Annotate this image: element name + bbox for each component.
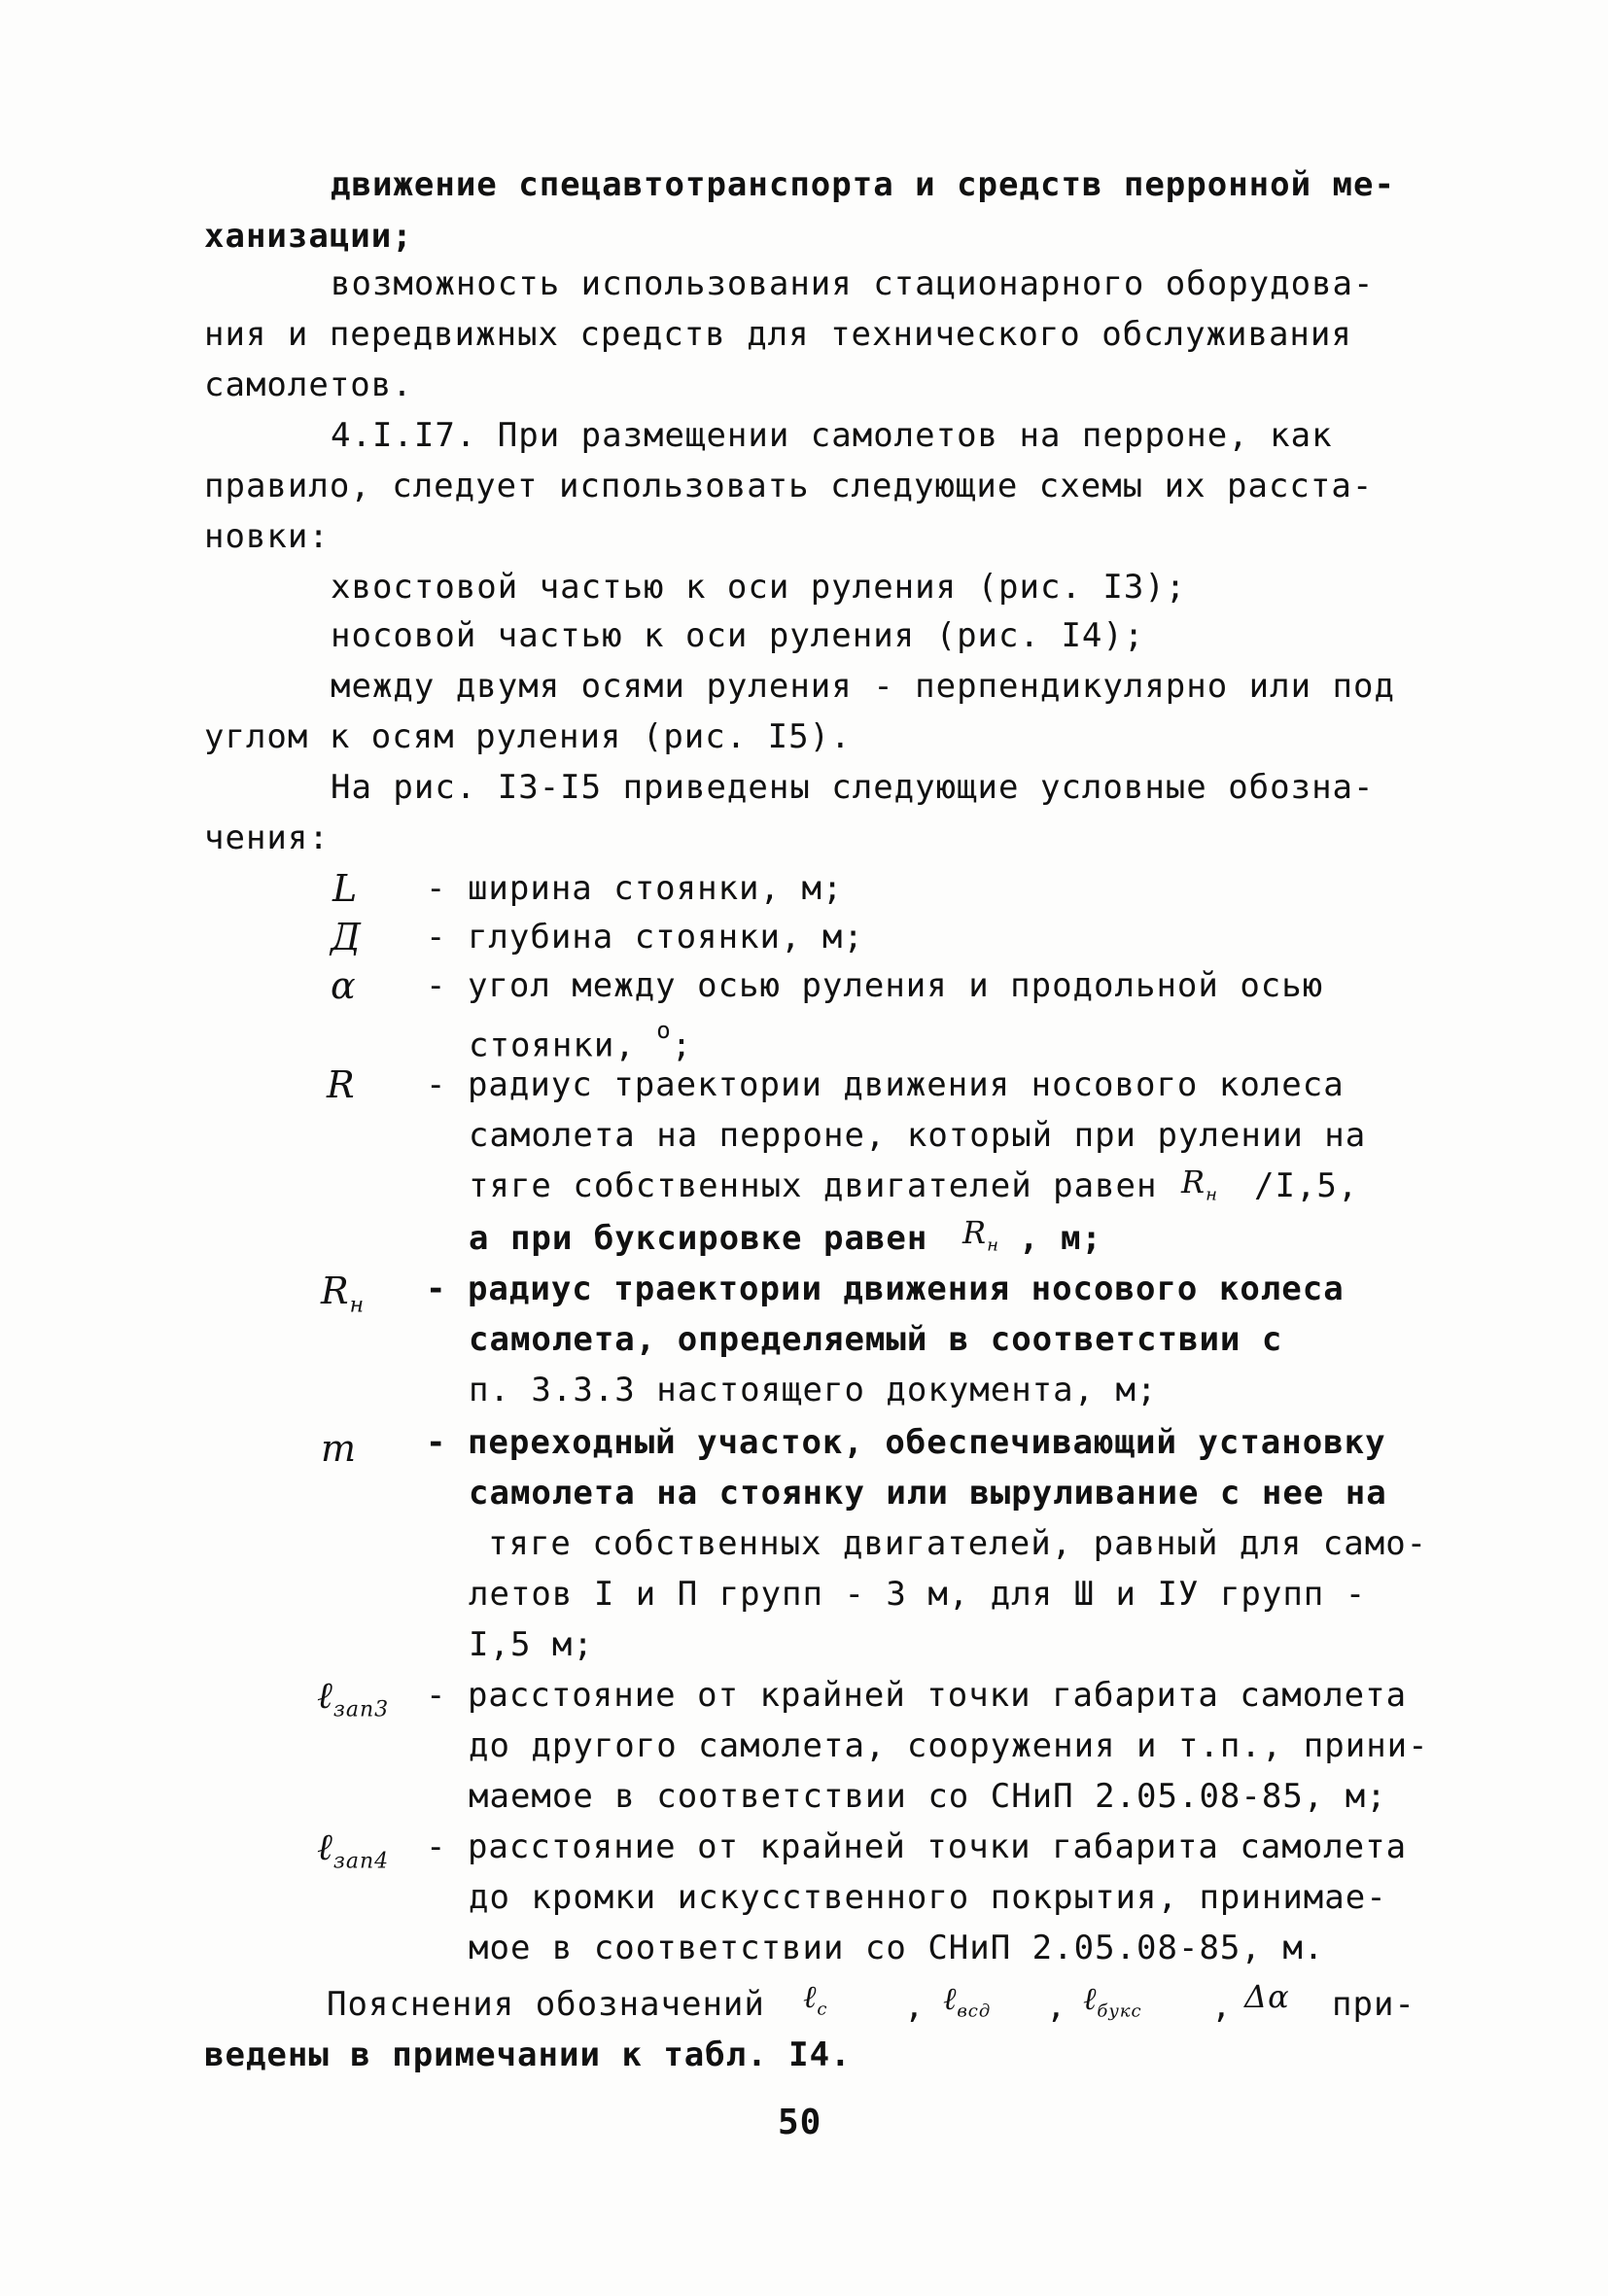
definition-line: до другого самолета, сооружения и т.п., прини- (469, 1726, 1429, 1765)
symbol-char: R (321, 1270, 350, 1312)
symbol-char: ℓ (317, 1674, 333, 1717)
symbol-l-zap3 (317, 1672, 389, 1734)
text-line: самолетов. (204, 365, 413, 404)
text-line: чения: (204, 818, 330, 857)
definition-line: до кромки искусственного покрытия, принимае- (469, 1878, 1387, 1917)
punctuation: , (1211, 1987, 1233, 2026)
definition-line: - расстояние от крайней точки габарита самолета (426, 1676, 1408, 1715)
punctuation: , (1046, 1987, 1067, 2026)
symbol-d: Д (331, 916, 362, 958)
punctuation: , (904, 1987, 926, 2026)
definition-line: I,5 м; (469, 1625, 594, 1664)
definition-line: - ширина стоянки, м; (426, 869, 844, 908)
definition-line: самолета на стоянку или выруливание с нее на (469, 1474, 1387, 1513)
symbol-alpha: α (331, 964, 357, 1007)
definition-line: а при буксировке равен (469, 1219, 928, 1258)
definition-line: - радиус траектории движения носового колеса (426, 1065, 1345, 1104)
definition-line: - глубина стоянки, м; (426, 918, 864, 957)
symbol-rn (321, 1268, 365, 1330)
text-line: углом к осям руления (рис. I5). (204, 717, 852, 756)
symbol-subscript: зап3 (332, 1697, 390, 1722)
text-line: хвостовой частью к оси руления (рис. I3); (331, 568, 1187, 607)
text-line: ведены в примечании к табл. I4. (204, 2035, 852, 2074)
definition-line (469, 1013, 692, 1068)
definition-line: самолета на перроне, который при рулении на (469, 1116, 1367, 1155)
definition-line: мое в соответствии со СНиП 2.05.08-85, м. (469, 1929, 1325, 1967)
symbol-l-zap4 (317, 1824, 389, 1886)
text-line: Пояснения обозначений (327, 1985, 765, 2024)
text-line: между двумя осями руления - перпендикулярно или под (331, 667, 1395, 706)
page-number: 50 (778, 2103, 822, 2142)
punctuation: ; (671, 1026, 693, 1065)
symbol-subscript: н (349, 1293, 366, 1318)
symbol-char: ℓ (317, 1826, 333, 1868)
symbol-l: L (332, 867, 359, 910)
symbol-char: R (1181, 1164, 1206, 1200)
symbol-lbuks (1083, 1975, 1142, 2035)
symbol-subscript: н (1206, 1184, 1218, 1205)
definition-line: - переходный участок, обеспечивающий установку (426, 1423, 1386, 1462)
symbol-subscript: c (817, 1999, 828, 2020)
symbol-rn-inline (962, 1209, 999, 1269)
symbol-char: ℓ (943, 1980, 958, 2017)
definition-line: п. 3.3.3 настоящего документа, м; (469, 1371, 1158, 1409)
definition-line: - расстояние от крайней точки габарита самолета (426, 1827, 1408, 1866)
symbol-subscript: всд (957, 2000, 992, 2022)
definition-line: тяге собственных двигателей, равный для само- (488, 1524, 1428, 1563)
definition-line: , м; (1019, 1219, 1102, 1258)
text-line: ния и передвижных средств для технического обслуживания (204, 315, 1352, 354)
symbol-delta-alpha: Δα (1244, 1978, 1290, 2015)
symbol-char: R (962, 1214, 988, 1251)
symbol-r: R (327, 1063, 356, 1106)
symbol-char: ℓ (1083, 1980, 1098, 2017)
definition-line: - угол между осью руления и продольной осью (426, 966, 1324, 1005)
text-line: 4.I.I7. При размещении самолетов на перроне, как (331, 416, 1333, 455)
text-line: На рис. I3-I5 приведены следующие условные обозна- (331, 768, 1375, 807)
definition-text: стоянки, (469, 1026, 636, 1065)
text-line: возможность использования стационарного оборудова- (331, 264, 1375, 303)
definition-line: маемое в соответствии со СНиП 2.05.08-85, м; (469, 1777, 1387, 1816)
text-line: носовой частью к оси руления (рис. I4); (331, 616, 1145, 655)
text-line: новки: (204, 517, 330, 556)
definition-line: /I,5, (1254, 1166, 1359, 1205)
definition-line: самолета, определяемый в соответствии с (469, 1320, 1283, 1359)
symbol-subscript: букс (1097, 2000, 1142, 2022)
degree-unit: о (656, 1017, 672, 1044)
symbol-subscript: зап4 (332, 1849, 390, 1874)
text-line: правило, следует использовать следующие схемы их расста- (204, 467, 1374, 505)
symbol-rn-inline (1181, 1159, 1218, 1218)
definition-line: тяге собственных двигателей равен (469, 1166, 1158, 1205)
symbol-subscript: н (987, 1235, 999, 1256)
text-line: при- (1332, 1985, 1416, 2024)
symbol-lvsd (943, 1975, 991, 2035)
definition-line: летов I и П групп - 3 м, для Ш и IУ групп - (469, 1575, 1367, 1614)
text-line: движение спецавтотранспорта и средств перронной ме- (331, 165, 1395, 204)
symbol-lc (803, 1973, 827, 2033)
symbol-m: m (321, 1427, 358, 1470)
text-line: ханизации; (204, 217, 413, 256)
symbol-char: ℓ (803, 1978, 818, 2015)
definition-line: - радиус траектории движения носового колеса (426, 1270, 1345, 1308)
